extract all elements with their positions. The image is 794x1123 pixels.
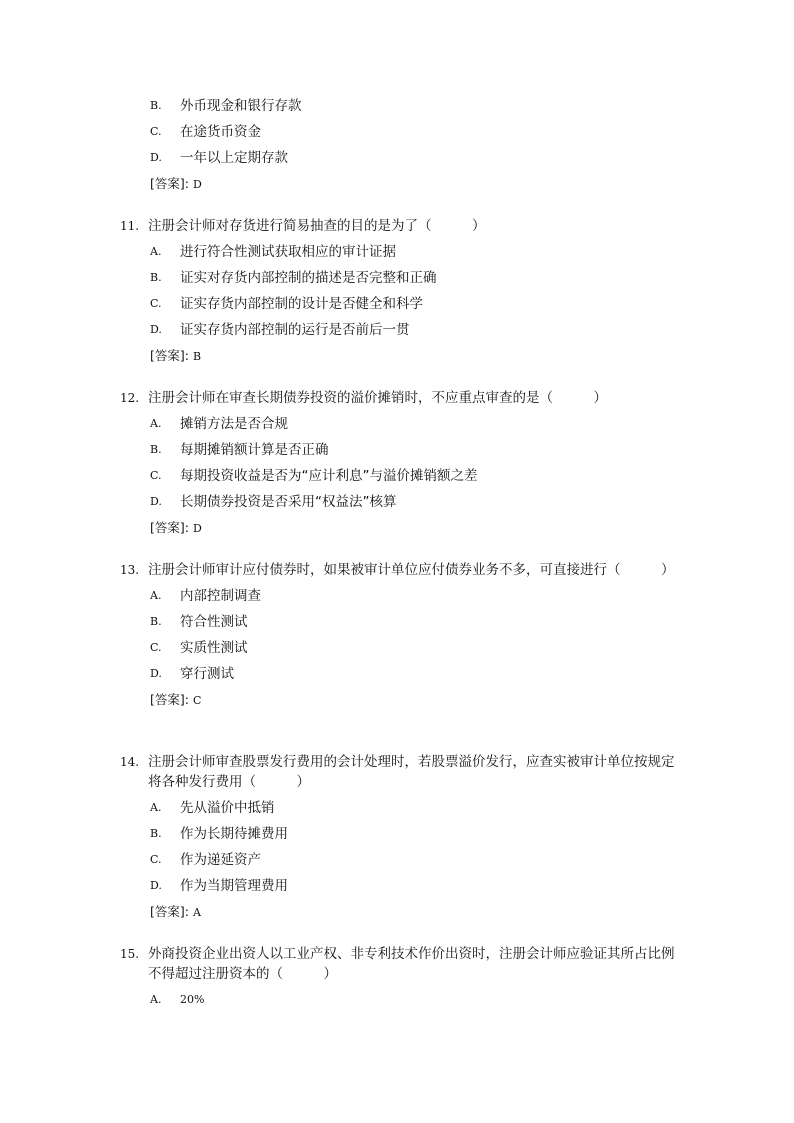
option-letter: A. (150, 589, 162, 602)
option-text: 长期债券投资是否采用“权益法”核算 (180, 494, 397, 510)
option-text: 实质性测试 (180, 640, 248, 656)
option-d (150, 664, 680, 684)
question-text: 外商投资企业出资人以工业产权、非专利技术作价出资时，注册会计师应验证其所占比例不得超过注册资本的（ ） (148, 946, 675, 982)
option-c (150, 466, 680, 486)
question-10-tail (120, 96, 680, 195)
question-number: 12. (120, 391, 140, 405)
answer-label: [答案]: (150, 692, 189, 707)
option-a (150, 990, 680, 1010)
answer-label: [答案]: (150, 904, 189, 919)
option-letter: C. (150, 641, 162, 654)
option-d (150, 492, 680, 512)
option-text: 内部控制调查 (180, 588, 261, 604)
option-letter: B. (150, 271, 162, 284)
option-c (150, 850, 680, 870)
option-letter: D. (150, 151, 162, 164)
question-number: 14. (120, 755, 140, 769)
answer-value: B (192, 350, 202, 363)
answer-value: D (192, 522, 202, 535)
answer-value: C (192, 694, 202, 707)
option-b (150, 824, 680, 844)
question-stem (120, 752, 680, 792)
question-14 (120, 752, 680, 923)
option-letter: D. (150, 323, 162, 336)
answer-label: [答案]: (150, 520, 189, 535)
question-text: 注册会计师在审查长期债券投资的溢价摊销时，不应重点审查的是（ ） (148, 390, 607, 406)
option-text: 在途货币资金 (180, 124, 261, 140)
question-stem (120, 944, 680, 984)
answer-label: [答案]: (150, 176, 189, 191)
option-d (150, 148, 680, 168)
option-b (150, 612, 680, 632)
option-text: 外币现金和银行存款 (180, 98, 302, 114)
answer-line (150, 346, 680, 367)
option-b (150, 440, 680, 460)
option-a (150, 586, 680, 606)
option-text: 作为当期管理费用 (180, 878, 288, 894)
answer-line (150, 690, 680, 711)
option-letter: A. (150, 801, 162, 814)
option-b (150, 96, 680, 116)
question-11 (120, 216, 680, 367)
answer-line (150, 174, 680, 195)
question-12 (120, 388, 680, 539)
question-text: 注册会计师对存货进行简易抽查的目的是为了（ ） (148, 218, 486, 234)
option-text: 穿行测试 (180, 666, 234, 682)
option-letter: C. (150, 125, 162, 138)
option-letter: D. (150, 667, 162, 680)
question-stem (120, 560, 680, 580)
option-text: 进行符合性测试获取相应的审计证据 (180, 244, 396, 260)
option-letter: D. (150, 495, 162, 508)
option-text: 证实存货内部控制的运行是否前后一贯 (180, 322, 410, 338)
option-letter: A. (150, 417, 162, 430)
question-stem (120, 388, 680, 408)
option-letter: C. (150, 297, 162, 310)
option-text: 先从溢价中抵销 (180, 800, 275, 816)
option-letter: D. (150, 879, 162, 892)
option-a (150, 798, 680, 818)
answer-line (150, 518, 680, 539)
option-text: 证实对存货内部控制的描述是否完整和正确 (180, 270, 437, 286)
option-text: 作为递延资产 (180, 852, 261, 868)
answer-value: D (192, 178, 202, 191)
question-13 (120, 560, 680, 711)
option-d (150, 320, 680, 340)
option-letter: B. (150, 827, 162, 840)
option-text: 摊销方法是否合规 (180, 416, 288, 432)
option-text: 作为长期待摊费用 (180, 826, 288, 842)
option-a (150, 242, 680, 262)
option-text: 每期摊销额计算是否正确 (180, 442, 329, 458)
question-text: 注册会计师审计应付债券时，如果被审计单位应付债券业务不多，可直接进行（ ） (148, 562, 675, 578)
question-number: 11. (120, 219, 140, 233)
option-letter: C. (150, 853, 162, 866)
option-c (150, 122, 680, 142)
option-text: 一年以上定期存款 (180, 150, 288, 166)
option-letter: A. (150, 993, 162, 1006)
option-text: 证实存货内部控制的设计是否健全和科学 (180, 296, 423, 312)
option-text: 符合性测试 (180, 614, 248, 630)
answer-line (150, 902, 680, 923)
option-b (150, 268, 680, 288)
answer-value: A (192, 906, 201, 919)
option-letter: C. (150, 469, 162, 482)
option-c (150, 638, 680, 658)
question-number: 15. (120, 947, 140, 961)
question-stem (120, 216, 680, 236)
option-letter: B. (150, 615, 162, 628)
option-letter: A. (150, 245, 162, 258)
answer-label: [答案]: (150, 348, 189, 363)
option-c (150, 294, 680, 314)
option-text: 20% (180, 993, 205, 1006)
question-15 (120, 944, 680, 1010)
question-number: 13. (120, 563, 140, 577)
option-d (150, 876, 680, 896)
question-text: 注册会计师审查股票发行费用的会计处理时，若股票溢价发行，应查实被审计单位按规定将各种发行费用（ ） (148, 754, 675, 790)
option-letter: B. (150, 99, 162, 112)
option-letter: B. (150, 443, 162, 456)
option-a (150, 414, 680, 434)
option-text: 每期投资收益是否为“应计利息”与溢价摊销额之差 (180, 468, 478, 484)
